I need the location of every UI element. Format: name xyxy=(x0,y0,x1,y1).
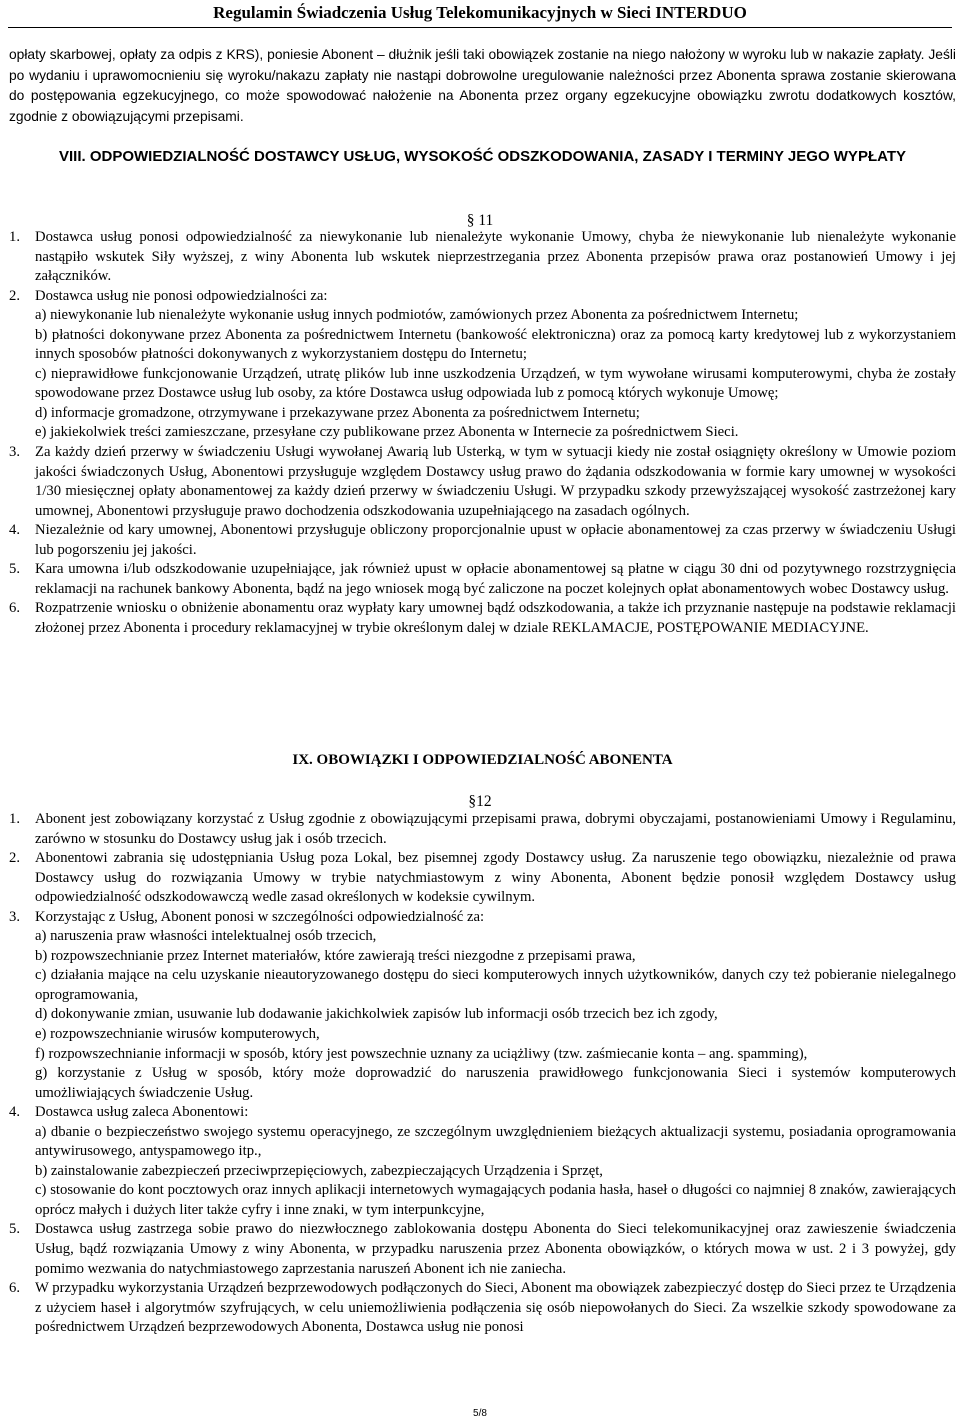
section-ix-title: IX. OBOWIĄZKI I ODPOWIEDZIALNOŚĆ ABONENTA xyxy=(292,752,673,768)
section-ix-list xyxy=(9,810,956,1338)
page-number: 5/8 xyxy=(473,1408,487,1419)
list-item-number: 2. xyxy=(9,287,21,304)
list-sub-item: b) płatności dokonywane przez Abonenta za pośrednictwem Internetu (bankowość elektroniczna) oraz za pomocą karty kredytowej lub z wykorzystaniem innych sposobów płatności dokonywanych z wykorzystaniem dostępu do Internetu; xyxy=(35,326,956,363)
list-item-number: 6. xyxy=(9,600,21,617)
list-item-number: 6. xyxy=(9,1280,21,1297)
list-sub-item: c) stosowanie do kont pocztowych oraz innych aplikacji internetowych wymagających podania hasła, haseł o długości co najmniej 8 znaków, zawierających oprócz małych i dużych liter także cyfry i inne znaki, w tym interpunkcyjne, xyxy=(35,1182,956,1218)
list-item xyxy=(9,849,956,908)
list-item-text: W przypadku wykorzystania Urządzeń bezprzewodowych podłączonych do Sieci, Abonent ma obowiązek zabezpieczyć dostęp do Sieci przez te Urządzenia z użyciem haseł i algorytmów szyfrujących, w celu uniemożliwienia podłączenia się osób niepowołanych do Sieci. Za wszelkie szkody spowodowane za pośrednictwem Urządzeń bezprzewodowych Abonenta, Dostawca usług nie ponosi xyxy=(35,1280,956,1336)
list-item-text: Dostawca usług ponosi odpowiedzialność za niewykonanie lub nienależyte wykonanie Umowy, chyba że niewykonanie lub nienależyte wykonanie nastąpiło wskutek Siły wyższej, z winy Abonenta lub wskutek nieprzestrzegania przez Abonenta przepisów prawa oraz postanowień Umowy i jej załączników. xyxy=(35,229,956,285)
list-sub-item: b) rozpowszechnianie przez Internet materiałów, które zawierają treści niezgodne z przepisami prawa, xyxy=(35,947,636,964)
list-item xyxy=(9,560,956,599)
list-item xyxy=(9,521,956,560)
list-item-number: 4. xyxy=(9,1104,21,1121)
list-item xyxy=(9,1103,956,1220)
section-viii-title: VIII. ODPOWIEDZIALNOŚĆ DOSTAWCY USŁUG, WYSOKOŚĆ ODSZKODOWANIA, ZASADY I TERMINY JEGO WYPŁATY xyxy=(59,148,906,165)
intro-paragraph: opłaty skarbowej, opłaty za odpis z KRS), poniesie Abonent – dłużnik jeśli taki obowiązek zostanie na niego nałożony w wyroku lub w nakazie zapłaty. Jeśli po wydaniu i uprawomocnieniu się wyroku/nakazu zapłaty nie nastąpi dobrowolne uregulowanie należności przez Abonenta sprawa zostanie skierowana do postępowania egzekucyjnego, co może spowodować nałożenie na Abonenta przez organy egzekucyjne obowiązku zwrotu dodatkowych kosztów, zgodnie z obowiązującymi przepisami. xyxy=(9,47,956,124)
list-sub-item: a) niewykonanie lub nienależyte wykonanie usług innych podmiotów, zamówionych przez Abonenta za pośrednictwem Internetu; xyxy=(35,307,799,324)
paragraph-11-number: § 11 xyxy=(466,212,494,229)
list-item-number: 5. xyxy=(9,561,21,578)
list-sub-item: d) dokonywanie zmian, usuwanie lub dodawanie jakichkolwiek zapisów lub informacji osób trzecich bez ich zgody, xyxy=(35,1006,718,1023)
list-item xyxy=(9,1220,956,1279)
list-sub-item: g) korzystanie z Usług w sposób, który może doprowadzić do naruszenia prawidłowego funkcjonowania Sieci i systemów komputerowych umożliwiających świadczenie Usług. xyxy=(35,1065,956,1101)
document-header-title: Regulamin Świadczenia Usług Telekomunikacyjnych w Sieci INTERDUO xyxy=(213,3,747,22)
list-sub-item: a) dbanie o bezpieczeństwo swojego systemu operacyjnego, ze szczególnym uwzględnieniem bieżących aktualizacji systemu, posiadania oprogramowania antywirusowego, antyspamowego itp., xyxy=(35,1123,956,1160)
list-sub-item: b) zainstalowanie zabezpieczeń przeciwprzepięciowych, zabezpieczających Urządzenia i Sprzęt, xyxy=(35,1162,603,1179)
list-item-number: 2. xyxy=(9,850,21,867)
list-item xyxy=(9,810,956,849)
list-sub-item: d) informacje gromadzone, otrzymywane i przekazywane przez Abonenta za pośrednictwem Internetu; xyxy=(35,404,640,421)
list-item-text: Dostawca usług nie ponosi odpowiedzialności za: xyxy=(35,287,328,304)
list-sub-item: a) naruszenia praw własności intelektualnej osób trzecich, xyxy=(35,928,377,945)
header-divider xyxy=(8,27,952,28)
list-item xyxy=(9,599,956,638)
list-item-number: 4. xyxy=(9,522,21,539)
list-item-number: 1. xyxy=(9,811,21,827)
list-item-text: Abonent jest zobowiązany korzystać z Usług zgodnie z obowiązującymi przepisami prawa, dobrymi obyczajami, postanowieniami Umowy i Regulaminu, zarówno w stosunku do Dostawcy usług jak i osób trzecich. xyxy=(35,811,956,847)
list-item xyxy=(9,1279,956,1338)
list-item-text: Korzystając z Usług, Abonent ponosi w szczególności odpowiedzialność za: xyxy=(35,908,485,925)
list-item-number: 3. xyxy=(9,444,21,461)
list-sub-item: e) jakiekolwiek treści zamieszczane, przesyłane czy publikowane przez Abonenta w Internecie za pośrednictwem Sieci. xyxy=(35,424,739,441)
list-item-text: Kara umowna i/lub odszkodowanie uzupełniające, jak również upust w opłacie abonamentowej są płatne w ciągu 30 dni od pozytywnego rozstrzygnięcia reklamacji na rachunek bankowy Abonenta, bądź na jego wniosek mogą być zaliczone na poczet kolejnych opłat abonamentowych wobec Dostawcy usług. xyxy=(35,561,956,597)
list-item-text: Za każdy dzień przerwy w świadczeniu Usługi wywołanej Awarią lub Usterką, w tym w sytuacji kiedy nie został osiągnięty określony w Umowie poziom jakości świadczonych Usług, Abonentowi przysługuje względem Dostawcy usług prawo do żądania odszkodowania w formie kary umownej w wysokości 1/30 miesięcznej opłaty abonamentowej za każdy dzień przerwy w świadczeniu Usługi. W przypadku szkody przewyższającej wysokość zastrzeżonej kary umownej, Abonentowi przysługuje prawo dochodzenia odszkodowania uzupełniającego na zasadach ogólnych. xyxy=(35,444,956,519)
list-sub-item: f) rozpowszechnianie informacji w sposób, który jest powszechnie uznany za uciążliwy (tzw. zaśmiecanie konta – ang. spamming), xyxy=(35,1045,808,1062)
paragraph-12-number: §12 xyxy=(468,793,492,810)
list-item-number: 1. xyxy=(9,229,21,245)
list-item xyxy=(9,228,956,287)
list-sub-item: c) działania mające na celu uzyskanie nieautoryzowanego dostępu do sieci komputerowych innych użytkowników, danych czy też pobieranie nielegalnego oprogramowania, xyxy=(35,967,956,1003)
list-item xyxy=(9,443,956,521)
list-item-text: Abonentowi zabrania się udostępniania Usług poza Lokal, bez pisemnej zgody Dostawcy usług. Za naruszenie tego obowiązku, niezależnie od prawa Dostawcy usług do rozwiązania Umowy w trybie natychmiastowym z winy Abonenta, Abonent będzie ponosił względem Dostawcy usług odpowiedzialność odszkodowawczą wedle zasad określonych w kodeksie cywilnym. xyxy=(35,850,956,906)
section-viii-list xyxy=(9,228,956,638)
list-item-number: 3. xyxy=(9,908,21,925)
list-sub-item: e) rozpowszechnianie wirusów komputerowych, xyxy=(35,1026,320,1043)
list-item-text: Dostawca usług zastrzega sobie prawo do niezwłocznego zablokowania dostępu Abonenta do Sieci telekomunikacyjnej oraz zawieszenie świadczenia Usług, bądź rozwiązania Umowy z winy Abonenta, w przypadku naruszenia przez Abonenta obowiązków, o których mowa w ust. 2 i 3 powyżej, gdy pomimo wezwania do natychmiastowego zaprzestania naruszeń Abonent ich nie zaniecha. xyxy=(35,1221,956,1277)
list-item xyxy=(9,908,956,1103)
list-item-text: Dostawca usług zaleca Abonentowi: xyxy=(35,1104,249,1121)
list-item-text: Rozpatrzenie wniosku o obniżenie abonamentu oraz wypłaty kary umownej bądź odszkodowania, a także ich przyznanie następuje na podstawie reklamacji złożonej przez Abonenta i procedury reklamacyjnej w trybie określonym dalej w dziale REKLAMACJE, POSTĘPOWANIE MEDIACYJNE. xyxy=(35,600,956,636)
list-item xyxy=(9,287,956,443)
list-sub-item: c) nieprawidłowe funkcjonowanie Urządzeń, utratę plików lub inne uszkodzenia Urządzeń, w tym wywołane wirusami komputerowymi, chyba że zostały spowodowane przez Dostawce usług lub osoby, za które Dostawca usług odpowiada lub z pomocą których wykonuje Umowę; xyxy=(35,365,956,402)
list-item-number: 5. xyxy=(9,1221,21,1238)
list-item-text: Niezależnie od kary umownej, Abonentowi przysługuje obliczony proporcjonalnie upust w opłacie abonamentowej za czas przerwy w świadczeniu Usługi lub pogorszeniu jej jakości. xyxy=(35,522,956,558)
